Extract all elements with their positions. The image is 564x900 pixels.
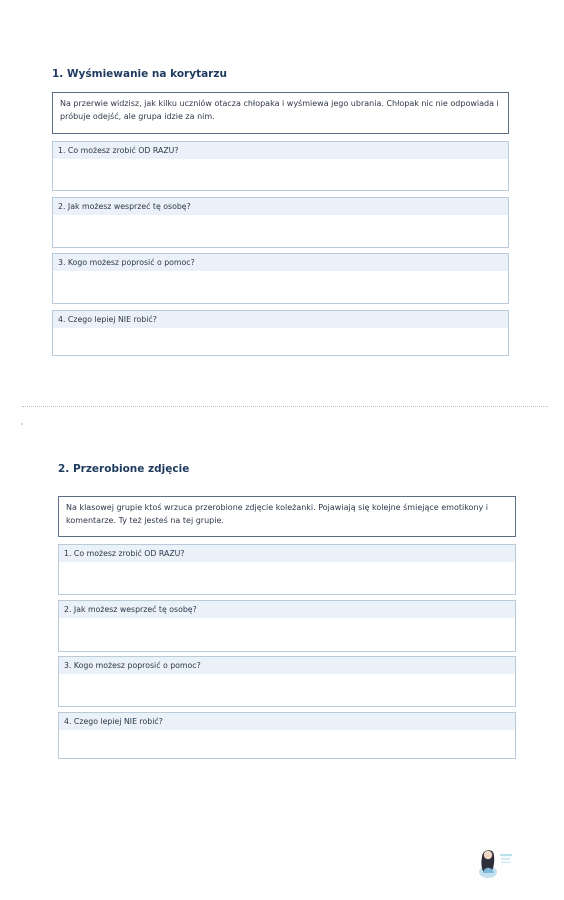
question-label: 4. Czego lepiej NIE robić? xyxy=(53,311,508,328)
question-label: 3. Kogo możesz poprosić o pomoc? xyxy=(59,657,515,674)
section-2-scenario: Na klasowej grupie ktoś wrzuca przerobione zdjęcie koleżanki. Pojawiają się kolejne śmiejące emotikony i komentarze. Ty też jesteś na tej grupie. xyxy=(58,496,516,537)
question-label: 3. Kogo możesz poprosić o pomoc? xyxy=(53,254,508,271)
question-label: 1. Co możesz zrobić OD RAZU? xyxy=(59,545,515,562)
question-box[interactable] xyxy=(52,197,509,248)
section-1-scenario: Na przerwie widzisz, jak kilku uczniów otacza chłopaka i wyśmiewa jego ubrania. Chłopak nic nie odpowiada i próbuje odejść, ale grupa idzie za nim. xyxy=(52,92,509,134)
question-box[interactable] xyxy=(52,253,509,304)
question-label: 4. Czego lepiej NIE robić? xyxy=(59,713,515,730)
question-label: 2. Jak możesz wesprzeć tę osobę? xyxy=(59,601,515,618)
divider-dot xyxy=(21,423,23,425)
question-box[interactable] xyxy=(58,600,516,652)
author-logo-icon xyxy=(474,843,516,879)
question-box[interactable] xyxy=(58,544,516,595)
section-2-title: 2. Przerobione zdjęcie xyxy=(58,463,190,475)
question-box[interactable] xyxy=(58,712,516,759)
question-box[interactable] xyxy=(52,310,509,356)
question-box[interactable] xyxy=(52,141,509,191)
section-1-title: 1. Wyśmiewanie na korytarzu xyxy=(52,68,227,80)
section-divider xyxy=(22,406,548,407)
question-box[interactable] xyxy=(58,656,516,707)
question-label: 2. Jak możesz wesprzeć tę osobę? xyxy=(53,198,508,215)
question-label: 1. Co możesz zrobić OD RAZU? xyxy=(53,142,508,159)
